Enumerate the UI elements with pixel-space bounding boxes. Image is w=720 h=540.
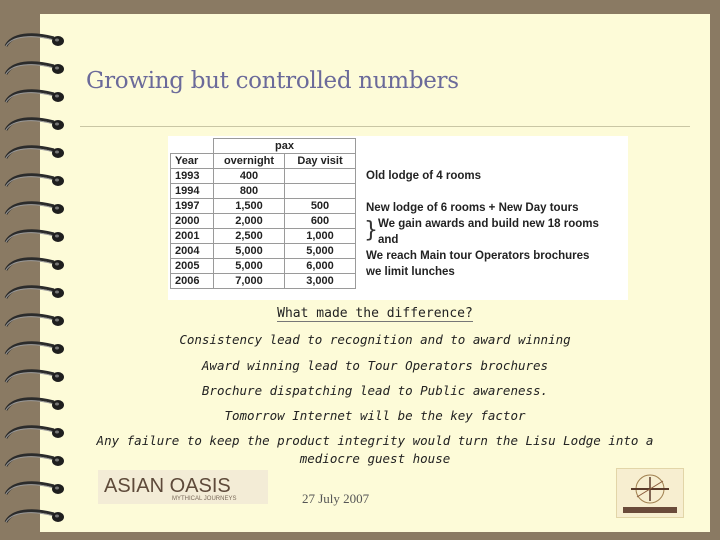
cell-day-visit: 3,000 xyxy=(285,274,356,289)
asian-oasis-logo xyxy=(98,470,268,504)
cell-day-visit: 600 xyxy=(285,214,356,229)
cell-overnight: 5,000 xyxy=(214,259,285,274)
body-line-6: mediocre guest house xyxy=(299,451,451,466)
cell-overnight: 2,000 xyxy=(214,214,285,229)
cell-year: 1997 xyxy=(171,199,214,214)
brace-symbol: } xyxy=(364,218,378,243)
table-row xyxy=(171,169,356,184)
spiral-ring xyxy=(2,282,68,304)
cell-overnight: 5,000 xyxy=(214,244,285,259)
logo-left-text: ASIAN OASIS xyxy=(104,475,231,497)
visitor-table xyxy=(170,138,356,289)
body-line-4: Tomorrow Internet will be the key factor xyxy=(224,408,526,423)
col-header-day-visit: Day visit xyxy=(285,154,356,169)
note-new-lodge: New lodge of 6 rooms + New Day tours xyxy=(366,202,579,214)
cell-overnight: 800 xyxy=(214,184,285,199)
body-line-3: Brochure dispatching lead to Public awareness. xyxy=(201,383,549,398)
spiral-ring xyxy=(2,422,68,444)
cell-day-visit: 1,000 xyxy=(285,229,356,244)
cell-overnight: 2,500 xyxy=(214,229,285,244)
spiral-ring xyxy=(2,170,68,192)
subheading xyxy=(80,306,670,321)
table-row xyxy=(171,244,356,259)
cell-year: 2004 xyxy=(171,244,214,259)
table-row xyxy=(171,274,356,289)
spiral-ring xyxy=(2,338,68,360)
spiral-ring xyxy=(2,226,68,248)
table-row xyxy=(171,199,356,214)
spiral-ring xyxy=(2,198,68,220)
logo-left-subtext: MYTHICAL JOURNEYS xyxy=(172,496,237,502)
spiral-ring xyxy=(2,86,68,108)
cell-day-visit xyxy=(285,169,356,184)
cell-overnight: 7,000 xyxy=(214,274,285,289)
spiral-ring xyxy=(2,478,68,500)
spiral-ring xyxy=(2,506,68,528)
body-line-1: Consistency lead to recognition and to award winning xyxy=(179,332,571,347)
cell-day-visit: 5,000 xyxy=(285,244,356,259)
spiral-ring xyxy=(2,310,68,332)
spiral-ring xyxy=(2,114,68,136)
table-row xyxy=(171,214,356,229)
note-brochures: We reach Main tour Operators brochures xyxy=(366,250,590,262)
cell-year: 2006 xyxy=(171,274,214,289)
col-header-year: Year xyxy=(171,154,214,169)
table-row xyxy=(171,259,356,274)
cell-year: 2001 xyxy=(171,229,214,244)
spiral-ring xyxy=(2,58,68,80)
slide-title: Growing but controlled numbers xyxy=(86,68,459,94)
cell-day-visit: 6,000 xyxy=(285,259,356,274)
body-line-5: Any failure to keep the product integrity would turn the Lisu Lodge into a xyxy=(96,433,654,448)
note-awards: We gain awards and build new 18 rooms xyxy=(378,218,599,230)
note-limit-lunches: we limit lunches xyxy=(366,266,455,278)
cell-year: 2005 xyxy=(171,259,214,274)
cell-overnight: 400 xyxy=(214,169,285,184)
cell-overnight: 1,500 xyxy=(214,199,285,214)
pax-group-header: pax xyxy=(214,139,356,154)
spiral-ring xyxy=(2,30,68,52)
cell-day-visit: 500 xyxy=(285,199,356,214)
note-old-lodge: Old lodge of 4 rooms xyxy=(366,170,482,182)
note-and: and xyxy=(378,234,399,246)
body-line-2: Award winning lead to Tour Operators brochures xyxy=(201,358,549,373)
table-row xyxy=(171,229,356,244)
cell-year: 1994 xyxy=(171,184,214,199)
spiral-ring xyxy=(2,366,68,388)
spiral-ring xyxy=(2,450,68,472)
cell-day-visit xyxy=(285,184,356,199)
col-header-overnight: overnight xyxy=(214,154,285,169)
title-divider xyxy=(80,126,690,127)
spiral-ring xyxy=(2,142,68,164)
cell-year: 2000 xyxy=(171,214,214,229)
footer-date: 27 July 2007 xyxy=(302,491,370,506)
data-table-panel xyxy=(168,136,628,300)
cell-year: 1993 xyxy=(171,169,214,184)
table-row xyxy=(171,184,356,199)
subheading-text: What made the difference? xyxy=(277,306,473,321)
spiral-ring xyxy=(2,394,68,416)
lisu-lodge-logo xyxy=(616,468,684,518)
spiral-ring xyxy=(2,254,68,276)
